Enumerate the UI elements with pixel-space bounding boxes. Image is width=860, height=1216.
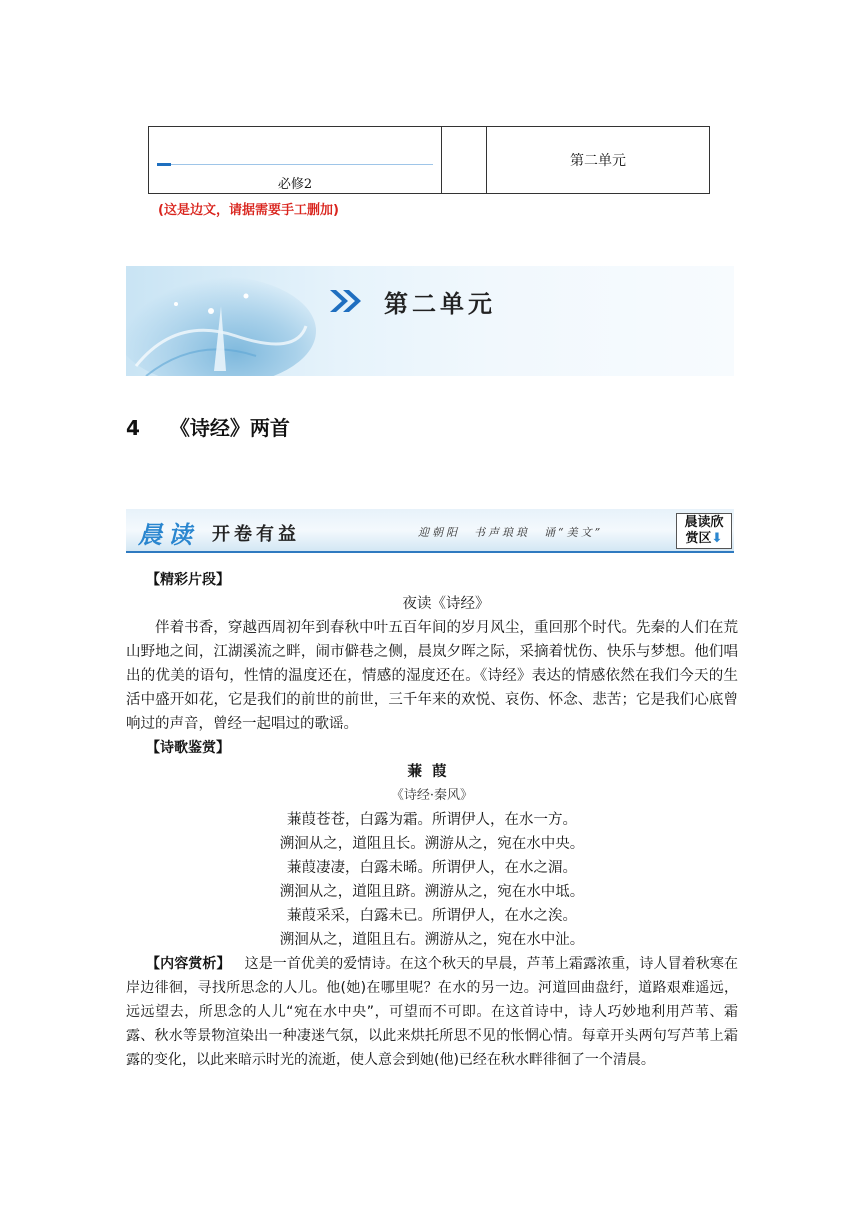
banner-illustration [126,276,316,376]
reading-area-tag [676,513,732,549]
poem-line: 溯洄从之，道阻且跻。溯游从之，宛在水中坻。 [279,884,585,900]
course-label: 必修2 [277,177,313,192]
unit-banner [126,266,734,376]
poem-line: 蒹葭凄凄，白露未晞。所谓伊人，在水之湄。 [287,860,577,876]
poem-line: 溯洄从之，道阻且右。溯游从之，宛在水中沚。 [279,932,585,948]
article-paragraph: 伴着书香，穿越西周初年到春秋中叶五百年间的岁月风尘，重回那个时代。先秦的人们在荒山野地之间，江湖溪流之畔，闹市僻巷之侧，晨岚夕晖之际，采摘着忧伤、快乐与梦想。他们唱出的优美的语句，性情的温度还在，情感的湿度还在。《诗经》表达的情感依然在我们今天的生活中盛开如花，它是我们的前世的前世，三千年来的欢悦、哀伤、怀念、悲苦；它是我们心底曾响过的声音，曾经一起唱过的歌谣。 [126,620,738,732]
reading-bar-title: 开卷有益 [212,524,300,545]
poem-title: 蒹葭 [407,764,457,780]
margin-note: (这是边文，请据需要手工删加) [158,203,339,218]
header-table [148,126,710,194]
header-decor-line [157,164,433,165]
article-title: 夜读《诗经》 [402,596,490,612]
header-cell-course [149,127,442,193]
lesson-heading [126,412,290,441]
header-decor-accent [157,163,171,166]
reading-bar-motto: 迎朝阳 书声琅琅 诵“美文” [418,526,604,539]
unit-label: 第二单元 [570,153,626,169]
morning-reading-logo: 晨读 [138,520,198,549]
lesson-title: 《诗经》两首 [169,416,290,440]
main-content [126,568,738,1072]
poem-line: 蒹葭苍苍，白露为霜。所谓伊人，在水一方。 [287,812,577,828]
poem-line: 溯洄从之，道阻且长。溯游从之，宛在水中央。 [279,836,585,852]
appreciation-text: 这是一首优美的爱情诗。在这个秋天的早晨，芦苇上霜露浓重，诗人冒着秋寒在岸边徘徊，寻找所思念的人儿。他(她)在哪里呢？在水的另一边。河道回曲盘纡，道路艰难遥远，远远望去，所思念的人儿“宛在水中央”，可望而不可即。在这首诗中，诗人巧妙地利用芦苇、霜露、秋水等景物渲染出一种凄迷气氛，以此来烘托所思不见的怅惘心情。每章开头两句写芦苇上霜露的变化，以此来暗示时光的流逝，使人意会到她(他)已经在秋水畔徘徊了一个清晨。 [126,956,739,1068]
tag-line1: 晨读欣 [684,515,724,530]
tag-line2: 赏区 [685,531,712,546]
poem-source: 《诗经·秦风》 [390,788,474,803]
header-cell-empty [442,127,487,193]
section-label-poem: 【诗歌鉴赏】 [146,740,230,756]
morning-reading-bar [126,509,734,553]
section-label-appreciation: 【内容赏析】 [146,956,231,972]
poem-line: 蒹葭采采，白露未已。所谓伊人，在水之涘。 [287,908,577,924]
appreciation-paragraph [126,952,738,1072]
lesson-number: 4 [126,416,140,440]
down-arrow-icon: ⬇ [711,531,723,546]
section-label-highlights: 【精彩片段】 [146,572,230,588]
banner-title: 第二单元 [384,290,496,318]
double-chevron-icon [328,288,364,318]
